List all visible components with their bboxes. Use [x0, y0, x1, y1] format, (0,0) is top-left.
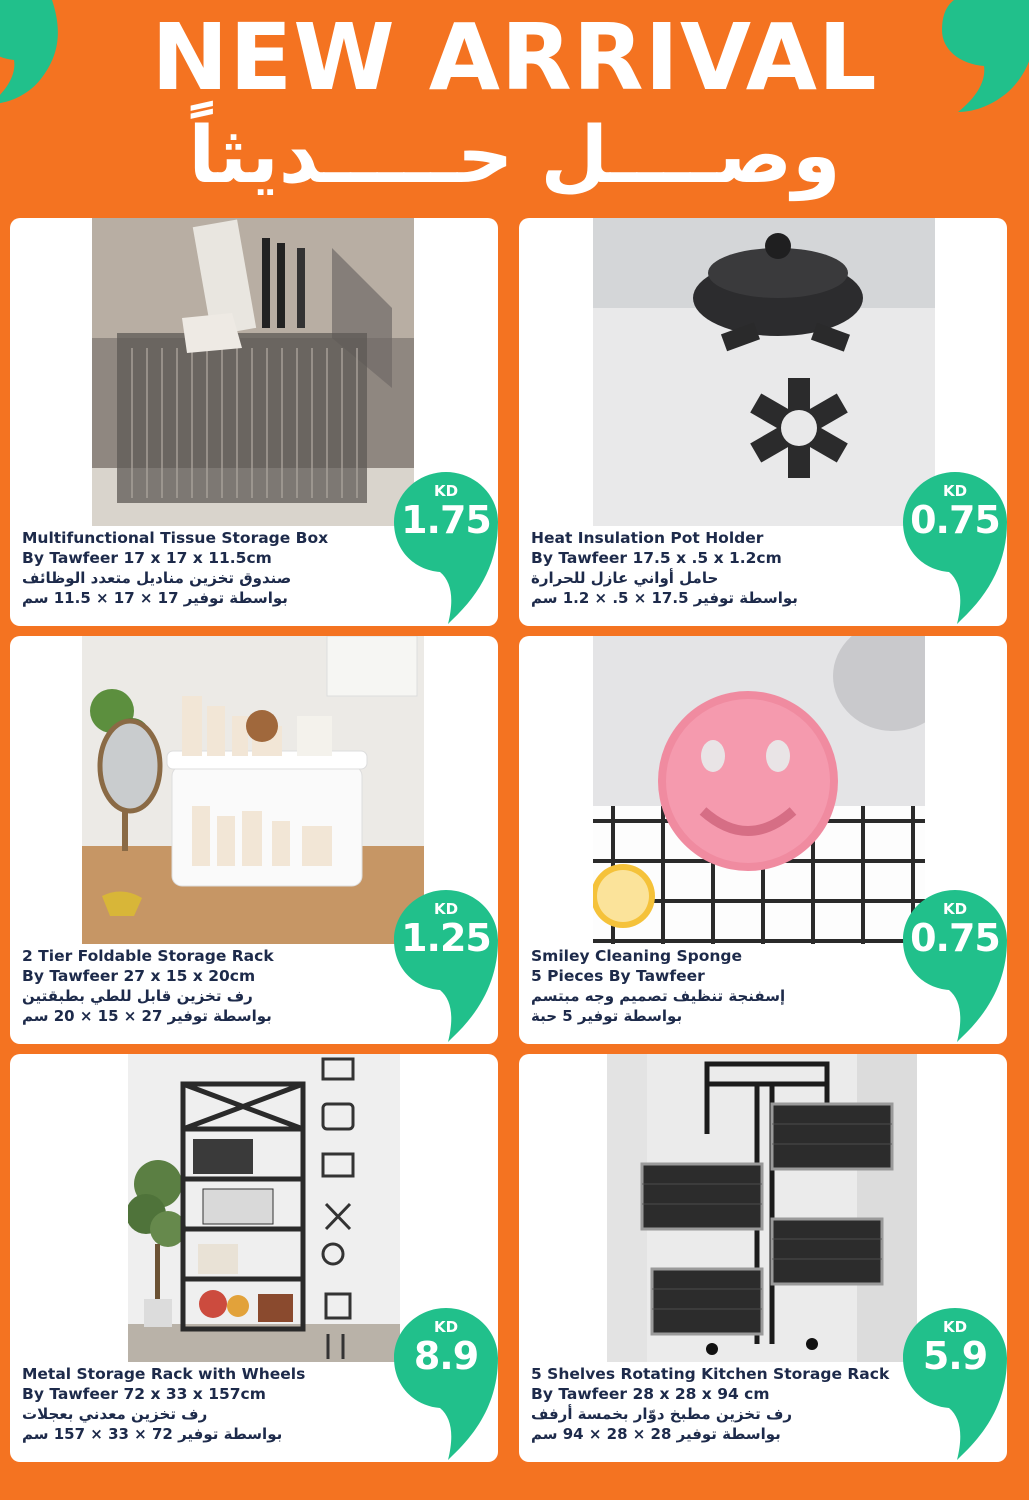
product-image: [92, 218, 414, 526]
product-name-arabic: حامل أواني عازل للحرارة: [531, 569, 719, 587]
product-card[interactable]: [519, 636, 1007, 1044]
product-detail-arabic: بواسطة توفير 17.5 × 5. × 1.2 سم: [531, 589, 798, 607]
product-image: [593, 218, 935, 526]
product-name: Smiley Cleaning Sponge: [531, 947, 743, 965]
product-card[interactable]: [519, 218, 1007, 626]
product-image: [82, 636, 424, 944]
product-detail: By Tawfeer 27 x 15 x 20cm: [22, 967, 256, 985]
product-name: Metal Storage Rack with Wheels: [22, 1365, 306, 1383]
product-name: 2 Tier Foldable Storage Rack: [22, 947, 274, 965]
product-name-arabic: رف تخزين مطبخ دوّار بخمسة أرفف: [531, 1405, 793, 1423]
product-text: [22, 1364, 402, 1444]
product-card[interactable]: [10, 636, 498, 1044]
page-title-arabic: وصــــل حـــــديثاً: [188, 111, 841, 201]
price-currency: KD: [433, 482, 459, 500]
product-text: [22, 528, 402, 608]
product-name: Heat Insulation Pot Holder: [531, 529, 764, 547]
price-value: 0.75: [910, 916, 1000, 960]
product-name-arabic: صندوق تخزين مناديل متعدد الوظائف: [22, 569, 292, 587]
product-name-arabic: إسفنجة تنظيف تصميم وجه مبتسم: [531, 987, 786, 1005]
price-badge: [394, 888, 498, 1044]
product-name-arabic: رف تخزين معدني بعجلات: [22, 1405, 208, 1423]
price-value: 1.25: [401, 916, 491, 960]
product-card[interactable]: [10, 1054, 498, 1462]
product-name: Multifunctional Tissue Storage Box: [22, 529, 329, 547]
price-currency: KD: [942, 900, 968, 918]
price-currency: KD: [433, 1318, 459, 1336]
product-image: [593, 636, 925, 944]
page-title: NEW ARRIVAL: [151, 4, 878, 111]
price-value: 8.9: [413, 1334, 479, 1378]
header-banner: [0, 0, 1029, 210]
price-currency: KD: [942, 482, 968, 500]
product-image: [607, 1054, 917, 1362]
price-value: 5.9: [922, 1334, 988, 1378]
product-name: 5 Shelves Rotating Kitchen Storage Rack: [531, 1365, 890, 1383]
price-badge: [903, 888, 1007, 1044]
product-text: [22, 946, 402, 1026]
product-card[interactable]: [519, 1054, 1007, 1462]
price-value: 0.75: [910, 498, 1000, 542]
product-detail-arabic: بواسطة توفير 72 × 33 × 157 سم: [22, 1425, 283, 1443]
product-text: [531, 946, 911, 1026]
price-currency: KD: [942, 1318, 968, 1336]
price-badge: [903, 1306, 1007, 1462]
product-detail-arabic: بواسطة توفير 27 × 15 × 20 سم: [22, 1007, 272, 1025]
product-detail-arabic: بواسطة توفير 28 × 28 × 94 سم: [531, 1425, 781, 1443]
product-detail: By Tawfeer 17 x 17 x 11.5cm: [22, 549, 272, 567]
product-detail: By Tawfeer 17.5 x .5 x 1.2cm: [531, 549, 782, 567]
product-detail: 5 Pieces By Tawfeer: [531, 967, 705, 985]
price-value: 1.75: [401, 498, 491, 542]
product-image: [128, 1054, 400, 1362]
price-badge: [903, 470, 1007, 626]
price-badge: [394, 1306, 498, 1462]
product-detail: By Tawfeer 28 x 28 x 94 cm: [531, 1385, 770, 1403]
product-detail: By Tawfeer 72 x 33 x 157cm: [22, 1385, 266, 1403]
product-detail-arabic: بواسطة توفير 17 × 17 × 11.5 سم: [22, 589, 288, 607]
price-currency: KD: [433, 900, 459, 918]
product-text: [531, 528, 911, 608]
product-text: [531, 1364, 911, 1444]
price-badge: [394, 470, 498, 626]
product-name-arabic: رف تخزين قابل للطي بطبقتين: [22, 987, 253, 1005]
product-detail-arabic: بواسطة توفير 5 حبة: [531, 1007, 683, 1025]
product-card[interactable]: [10, 218, 498, 626]
